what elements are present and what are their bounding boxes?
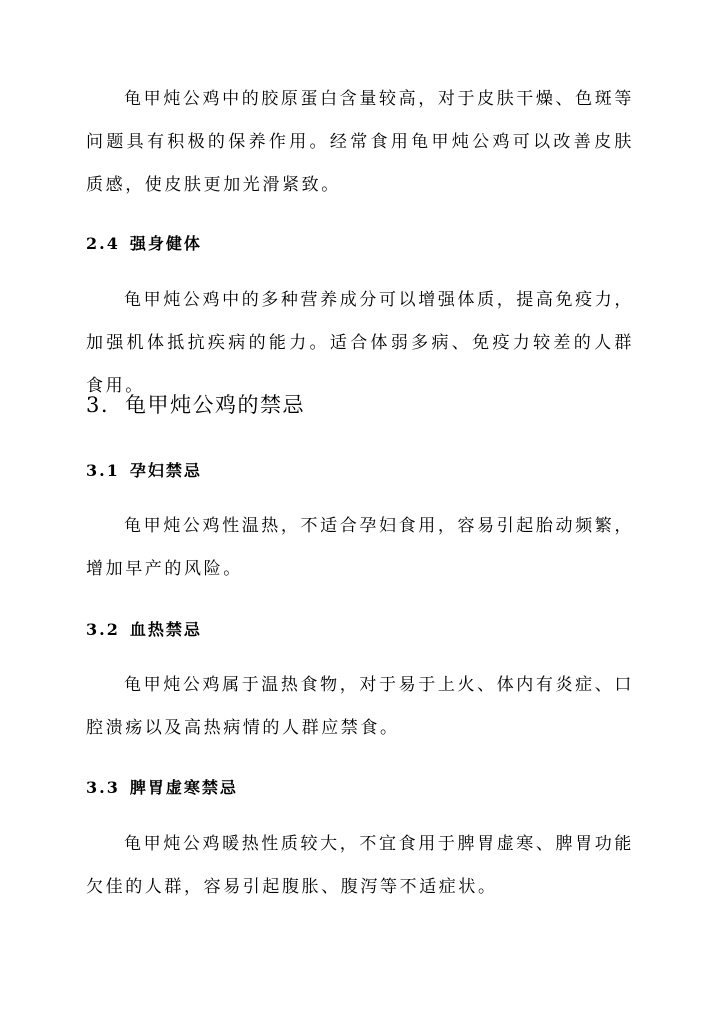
heading-title: 强身健体 (129, 234, 202, 253)
heading-3-3 (86, 776, 634, 800)
paragraph-spleen-stomach: 龟甲炖公鸡暖热性质较大，不宜食用于脾胃虚寒、脾胃功能欠佳的人群，容易引起腹胀、腹泻等不适症状。 (86, 834, 634, 897)
heading-3-2 (86, 618, 634, 642)
heading-number: 2.4 (86, 234, 120, 253)
heading-number: 3.1 (86, 461, 120, 480)
paragraph-fitness: 龟甲炖公鸡中的多种营养成分可以增强体质，提高免疫力，加强机体抵抗疾病的能力。适合体弱多病、免疫力较差的人群食用。 (86, 290, 634, 396)
heading-number: 3.2 (86, 620, 120, 639)
heading-title: 脾胃虚寒禁忌 (129, 778, 238, 797)
heading-title: 血热禁忌 (129, 620, 202, 639)
paragraph-skin-care: 龟甲炖公鸡中的胶原蛋白含量较高，对于皮肤干燥、色斑等问题具有积极的保养作用。经常食用龟甲炖公鸡可以改善皮肤质感，使皮肤更加光滑紧致。 (86, 89, 634, 195)
heading-3 (86, 390, 634, 420)
paragraph-pregnancy: 龟甲炖公鸡性温热，不适合孕妇食用，容易引起胎动频繁，增加早产的风险。 (86, 516, 634, 579)
heading-title: 龟甲炖公鸡的禁忌 (125, 393, 306, 417)
heading-3-1 (86, 459, 634, 483)
heading-title: 孕妇禁忌 (129, 461, 202, 480)
heading-number: 3. (86, 393, 110, 417)
heading-number: 3.3 (86, 778, 120, 797)
paragraph-blood-heat: 龟甲炖公鸡属于温热食物，对于易于上火、体内有炎症、口腔溃疡以及高热病情的人群应禁食。 (86, 675, 634, 738)
heading-2-4 (86, 232, 634, 256)
